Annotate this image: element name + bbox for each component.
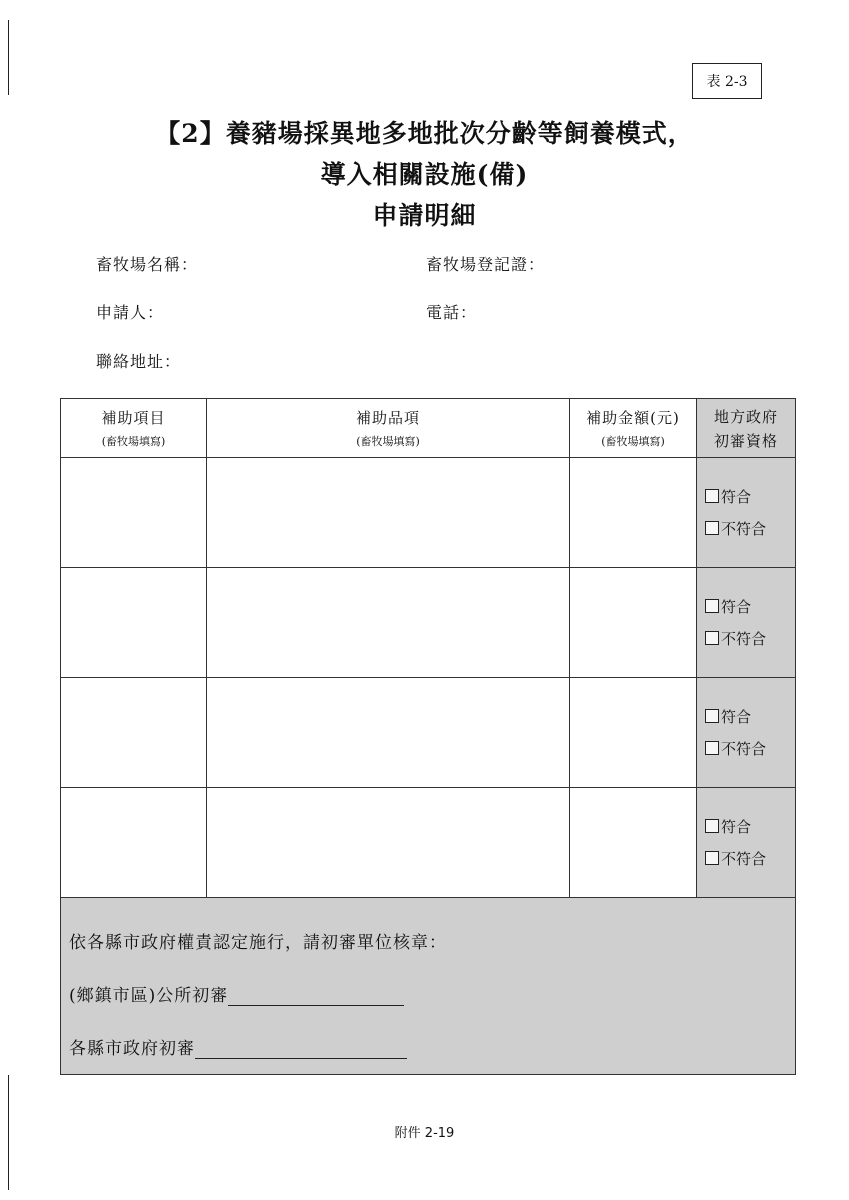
phone-label: 電話： (426, 303, 478, 322)
page-number: 附件 2-19 (394, 1126, 455, 1141)
header-item-note: (畜牧場填寫) (101, 435, 166, 448)
review-instruction: 依各縣市政府權責認定施行，請初審單位核章： (69, 933, 447, 953)
footer-row (61, 898, 796, 1075)
pass-option[interactable] (697, 481, 795, 513)
title-line-1: 【2】養豬場採異地多地批次分齡等飼養模式， (155, 119, 694, 148)
registration-label: 畜牧場登記證： (426, 255, 546, 274)
item-cell[interactable] (61, 788, 207, 898)
county-review-label: 各縣市政府初審 (69, 1039, 195, 1059)
checkbox-icon[interactable] (705, 709, 719, 723)
amount-cell[interactable] (570, 678, 697, 788)
product-cell[interactable] (207, 788, 570, 898)
review-cell (697, 678, 796, 788)
checkbox-icon[interactable] (705, 521, 719, 535)
scan-edge-line (8, 20, 9, 95)
review-cell (697, 458, 796, 568)
fail-label: 不符合 (721, 519, 767, 538)
table-row (61, 678, 796, 788)
header-amount-label: 補助金額(元) (586, 409, 680, 427)
checkbox-icon[interactable] (705, 631, 719, 645)
header-review (697, 399, 796, 458)
header-product (207, 399, 570, 458)
header-product-label: 補助品項 (355, 409, 420, 427)
fail-label: 不符合 (721, 739, 767, 758)
product-cell[interactable] (207, 458, 570, 568)
fail-option[interactable] (697, 513, 795, 545)
header-item (61, 399, 207, 458)
pass-label: 符合 (721, 707, 752, 726)
application-table (60, 398, 796, 1075)
address-label: 聯絡地址： (96, 352, 182, 371)
header-amount-note: (畜牧場填寫) (601, 435, 665, 448)
checkbox-icon[interactable] (705, 489, 719, 503)
review-cell (697, 568, 796, 678)
product-cell[interactable] (207, 568, 570, 678)
pass-label: 符合 (721, 597, 752, 616)
county-review-line (69, 1034, 787, 1059)
county-signature-field[interactable] (195, 1042, 407, 1059)
item-cell[interactable] (61, 678, 207, 788)
checkbox-icon[interactable] (705, 741, 719, 755)
pass-label: 符合 (721, 817, 752, 836)
amount-cell[interactable] (570, 568, 697, 678)
pass-label: 符合 (721, 487, 752, 506)
product-cell[interactable] (207, 678, 570, 788)
fail-option[interactable] (697, 843, 795, 875)
township-review-label: (鄉鎮市區)公所初審 (69, 986, 229, 1006)
item-cell[interactable] (61, 458, 207, 568)
fail-label: 不符合 (721, 629, 767, 648)
table-row (61, 788, 796, 898)
fail-label: 不符合 (721, 849, 767, 868)
fail-option[interactable] (697, 623, 795, 655)
checkbox-icon[interactable] (705, 599, 719, 613)
review-stamp-section (61, 898, 796, 1075)
fail-option[interactable] (697, 733, 795, 765)
table-row (61, 458, 796, 568)
header-review-line1: 地方政府 (713, 407, 778, 426)
township-signature-field[interactable] (228, 989, 404, 1006)
checkbox-icon[interactable] (705, 851, 719, 865)
review-cell (697, 788, 796, 898)
pass-option[interactable] (697, 701, 795, 733)
township-review-line (69, 981, 787, 1006)
form-number-tag: 表 2-3 (692, 63, 762, 99)
applicant-label: 申請人： (96, 303, 165, 322)
pass-option[interactable] (697, 591, 795, 623)
amount-cell[interactable] (570, 788, 697, 898)
title-line-2: 導入相關設施(備) (320, 160, 529, 189)
pass-option[interactable] (697, 811, 795, 843)
item-cell[interactable] (61, 568, 207, 678)
checkbox-icon[interactable] (705, 819, 719, 833)
header-product-note: (畜牧場填寫) (356, 435, 420, 448)
table-row (61, 568, 796, 678)
title-line-3: 申請明細 (372, 201, 477, 230)
amount-cell[interactable] (570, 458, 697, 568)
header-review-line2: 初審資格 (713, 431, 778, 450)
header-item-label: 補助項目 (101, 409, 166, 427)
header-amount (570, 399, 697, 458)
farm-name-label: 畜牧場名稱： (96, 255, 199, 274)
table-header-row (61, 399, 796, 458)
